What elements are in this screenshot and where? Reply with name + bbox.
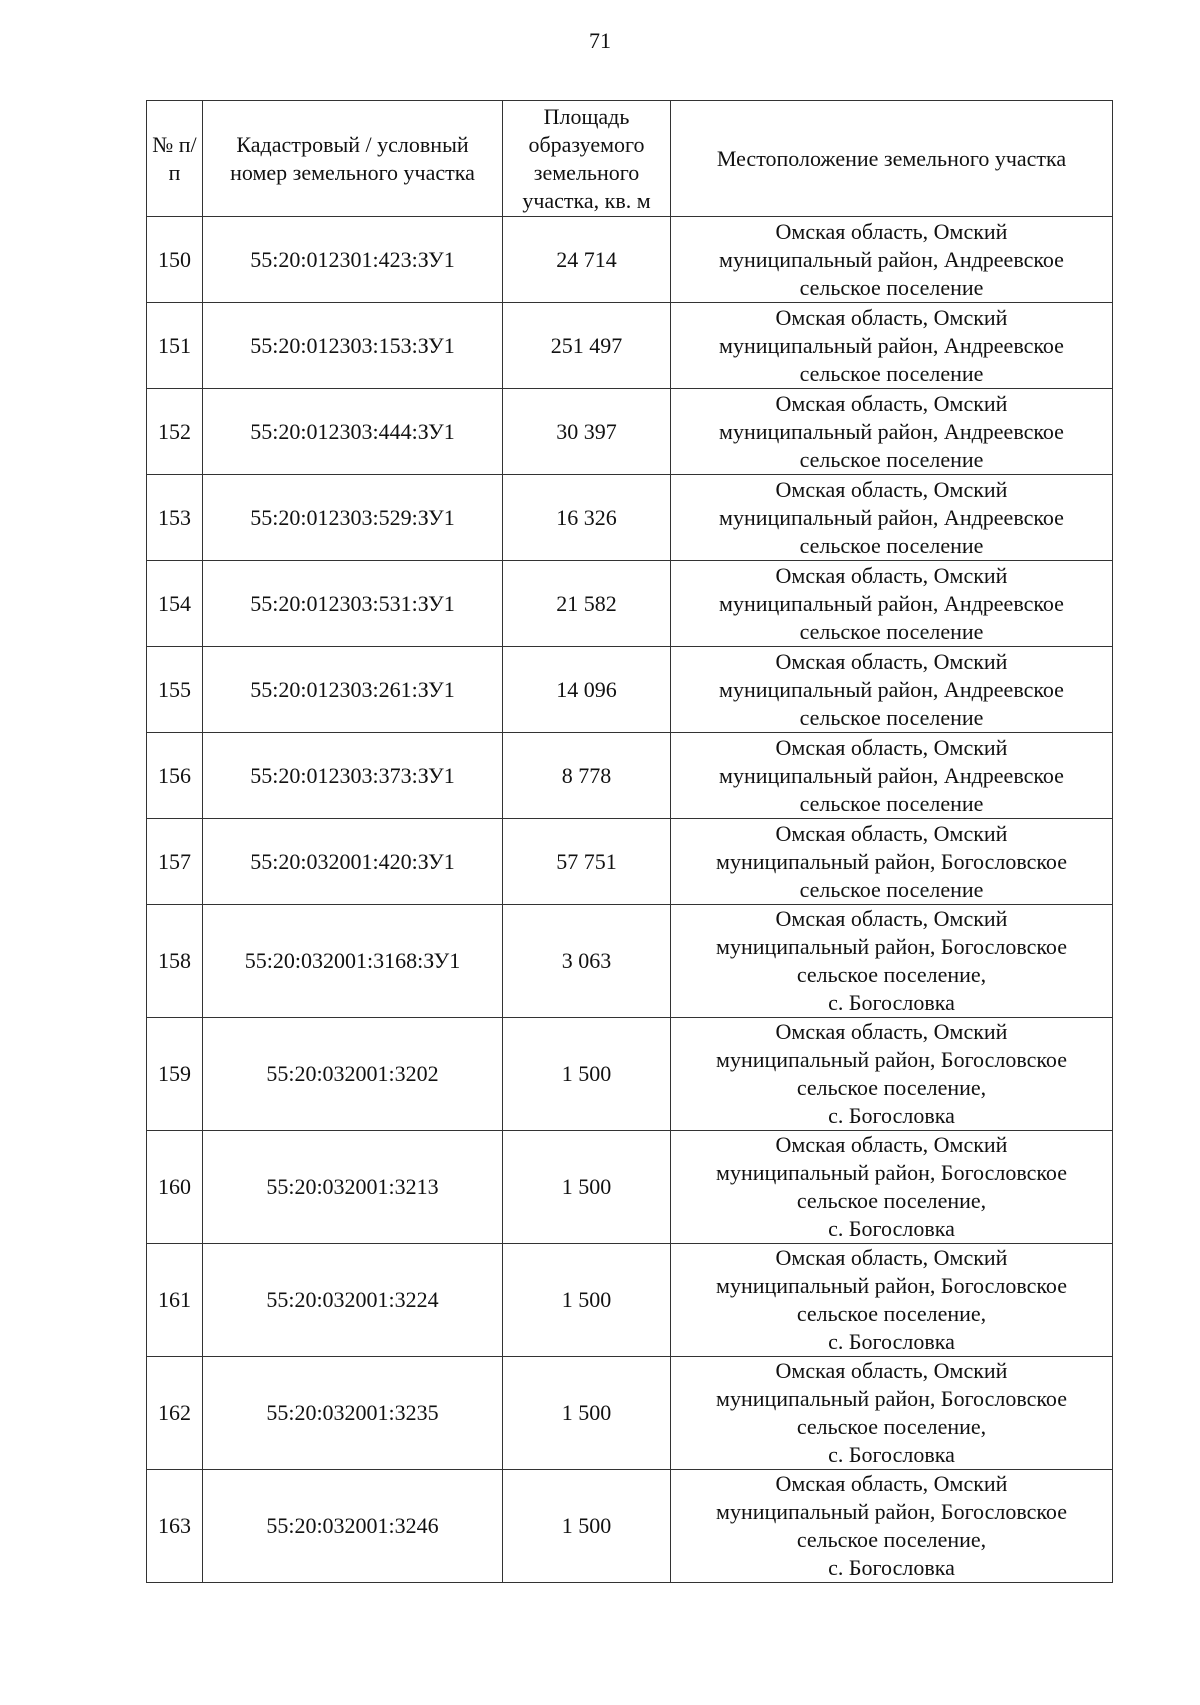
row-number-cell: 162	[147, 1357, 203, 1470]
row-number-cell: 153	[147, 475, 203, 561]
cadastral-number-cell: 55:20:012301:423:ЗУ1	[203, 217, 503, 303]
row-number-cell: 160	[147, 1131, 203, 1244]
location-line: Омская область, Омский	[775, 476, 1008, 502]
cadastral-number-cell: 55:20:032001:3168:ЗУ1	[203, 905, 503, 1018]
cadastral-number-cell: 55:20:012303:261:ЗУ1	[203, 647, 503, 733]
cadastral-number-cell: 55:20:032001:3213	[203, 1131, 503, 1244]
cadastral-number-cell: 55:20:012303:444:ЗУ1	[203, 389, 503, 475]
location-line: сельское поселение	[799, 532, 984, 558]
row-number-cell: 151	[147, 303, 203, 389]
area-cell: 16 326	[503, 475, 671, 561]
location-line: с. Богословка	[828, 1103, 955, 1128]
location-cell	[671, 905, 1113, 1018]
area-cell: 1 500	[503, 1018, 671, 1131]
location-line: с. Богословка	[828, 1442, 955, 1467]
table-row	[147, 303, 1113, 389]
location-cell	[671, 1357, 1113, 1470]
table-row	[147, 905, 1113, 1018]
location-line: сельское поселение	[799, 704, 984, 730]
table-row	[147, 1357, 1113, 1470]
location-line: муниципальный район, Богословское	[716, 848, 1067, 874]
row-number-cell: 158	[147, 905, 203, 1018]
location-cell	[671, 1470, 1113, 1583]
location-line: Омская область, Омский	[775, 1132, 1008, 1157]
cadastral-number-cell: 55:20:012303:531:ЗУ1	[203, 561, 503, 647]
location-line: муниципальный район, Богословское	[716, 1160, 1067, 1185]
area-cell: 1 500	[503, 1244, 671, 1357]
header-num: № п/п	[147, 101, 203, 217]
location-line: муниципальный район, Богословское	[716, 1386, 1067, 1411]
area-cell: 30 397	[503, 389, 671, 475]
location-line: сельское поселение	[799, 360, 984, 386]
table-row	[147, 1470, 1113, 1583]
location-line: муниципальный район, Андреевское	[719, 762, 1064, 788]
cadastral-number-cell: 55:20:032001:3224	[203, 1244, 503, 1357]
row-number-cell: 155	[147, 647, 203, 733]
row-number-cell: 157	[147, 819, 203, 905]
table-row	[147, 389, 1113, 475]
location-cell	[671, 561, 1113, 647]
row-number-cell: 154	[147, 561, 203, 647]
row-number-cell: 156	[147, 733, 203, 819]
table-row	[147, 561, 1113, 647]
cadastral-number-cell: 55:20:032001:420:ЗУ1	[203, 819, 503, 905]
header-area: Площадь образуемого земельного участка, кв. м	[503, 101, 671, 217]
area-cell: 24 714	[503, 217, 671, 303]
location-line: муниципальный район, Андреевское	[719, 418, 1064, 444]
location-line: Омская область, Омский	[775, 734, 1008, 760]
location-line: с. Богословка	[828, 1329, 955, 1354]
location-cell	[671, 303, 1113, 389]
land-plots-table	[146, 100, 1113, 1583]
location-line: с. Богословка	[828, 1555, 955, 1580]
location-cell	[671, 647, 1113, 733]
location-line: с. Богословка	[828, 1216, 955, 1241]
location-line: муниципальный район, Богословское	[716, 934, 1067, 959]
area-cell: 1 500	[503, 1357, 671, 1470]
area-cell: 3 063	[503, 905, 671, 1018]
location-cell	[671, 733, 1113, 819]
location-line: Омская область, Омский	[775, 1471, 1008, 1496]
location-line: муниципальный район, Богословское	[716, 1273, 1067, 1298]
location-line: муниципальный район, Андреевское	[719, 504, 1064, 530]
area-cell: 1 500	[503, 1131, 671, 1244]
cadastral-number-cell: 55:20:032001:3235	[203, 1357, 503, 1470]
cadastral-number-cell: 55:20:032001:3246	[203, 1470, 503, 1583]
area-cell: 1 500	[503, 1470, 671, 1583]
location-line: Омская область, Омский	[775, 906, 1008, 931]
location-cell	[671, 1244, 1113, 1357]
location-line: сельское поселение,	[796, 962, 987, 987]
location-line: сельское поселение	[799, 274, 984, 300]
location-cell	[671, 819, 1113, 905]
table-row	[147, 217, 1113, 303]
cadastral-number-cell: 55:20:012303:529:ЗУ1	[203, 475, 503, 561]
location-cell	[671, 389, 1113, 475]
location-line: сельское поселение	[799, 876, 984, 902]
location-line: сельское поселение	[799, 618, 984, 644]
table-row	[147, 647, 1113, 733]
table-row	[147, 475, 1113, 561]
location-line: сельское поселение,	[796, 1414, 987, 1439]
header-location: Местоположение земельного участка	[671, 101, 1113, 217]
table-header	[147, 101, 1113, 217]
row-number-cell: 150	[147, 217, 203, 303]
location-line: сельское поселение	[799, 446, 984, 472]
location-cell	[671, 217, 1113, 303]
location-cell	[671, 475, 1113, 561]
location-line: Омская область, Омский	[775, 1358, 1008, 1383]
location-line: муниципальный район, Богословское	[716, 1047, 1067, 1072]
table-row	[147, 733, 1113, 819]
row-number-cell: 161	[147, 1244, 203, 1357]
row-number-cell: 159	[147, 1018, 203, 1131]
area-cell: 14 096	[503, 647, 671, 733]
location-line: муниципальный район, Богословское	[716, 1499, 1067, 1524]
cadastral-number-cell: 55:20:012303:153:ЗУ1	[203, 303, 503, 389]
location-line: Омская область, Омский	[775, 1019, 1008, 1044]
header-row	[147, 101, 1113, 217]
table-row	[147, 819, 1113, 905]
location-line: муниципальный район, Андреевское	[719, 332, 1064, 358]
location-line: Омская область, Омский	[775, 304, 1008, 330]
location-line: муниципальный район, Андреевское	[719, 246, 1064, 272]
location-line: сельское поселение	[799, 790, 984, 816]
area-cell: 57 751	[503, 819, 671, 905]
location-line: сельское поселение,	[796, 1188, 987, 1213]
table-body	[147, 217, 1113, 1583]
location-line: Омская область, Омский	[775, 820, 1008, 846]
location-line: сельское поселение,	[796, 1075, 987, 1100]
header-cadastral: Кадастровый / условный номер земельного участка	[203, 101, 503, 217]
area-cell: 251 497	[503, 303, 671, 389]
row-number-cell: 152	[147, 389, 203, 475]
location-line: муниципальный район, Андреевское	[719, 676, 1064, 702]
area-cell: 21 582	[503, 561, 671, 647]
page-number: 71	[589, 28, 611, 53]
cadastral-number-cell: 55:20:032001:3202	[203, 1018, 503, 1131]
table-row	[147, 1131, 1113, 1244]
location-line: Омская область, Омский	[775, 648, 1008, 674]
area-cell: 8 778	[503, 733, 671, 819]
location-line: Омская область, Омский	[775, 218, 1008, 244]
cadastral-number-cell: 55:20:012303:373:ЗУ1	[203, 733, 503, 819]
location-line: Омская область, Омский	[775, 1245, 1008, 1270]
location-line: сельское поселение,	[796, 1527, 987, 1552]
table-row	[147, 1018, 1113, 1131]
location-line: с. Богословка	[828, 990, 955, 1015]
location-line: муниципальный район, Андреевское	[719, 590, 1064, 616]
row-number-cell: 163	[147, 1470, 203, 1583]
location-cell	[671, 1131, 1113, 1244]
location-line: Омская область, Омский	[775, 562, 1008, 588]
table-row	[147, 1244, 1113, 1357]
location-line: сельское поселение,	[796, 1301, 987, 1326]
location-cell	[671, 1018, 1113, 1131]
location-line: Омская область, Омский	[775, 390, 1008, 416]
